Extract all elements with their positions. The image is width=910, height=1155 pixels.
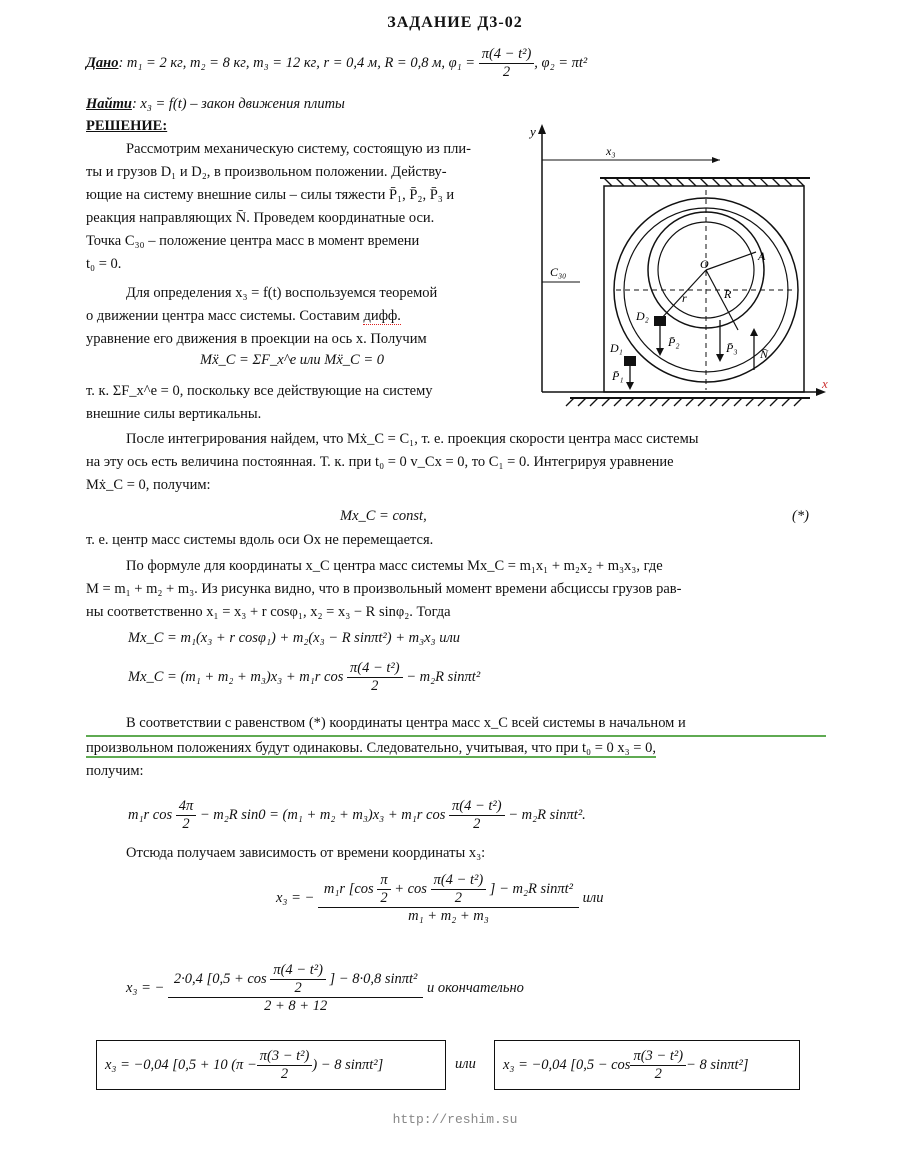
- equation-e-tail: и окончательно: [427, 980, 524, 996]
- intro-line: ты и грузов D₁ и D₂, в произвольном положении. Действу-: [86, 164, 447, 180]
- c30-label: C₃₀: [550, 265, 567, 279]
- theorem-line-text: о движении центра масс системы. Составим: [86, 308, 360, 324]
- equation-d-fraction: [318, 872, 579, 925]
- numerator-part: 2·0,4 [0,5 + cos: [173, 970, 267, 987]
- theorem-line: [86, 305, 506, 328]
- fraction-denominator: 2: [654, 1065, 662, 1082]
- fraction-denominator: 2: [280, 1065, 289, 1082]
- equation-d-lhs: x₃ = −: [276, 890, 315, 906]
- load-d1: [624, 356, 636, 366]
- inner-fraction: [270, 962, 326, 997]
- fraction-numerator: π(3 − t²): [257, 1048, 313, 1066]
- since-line: т. к. ΣF_x^e = 0, поскольку все действующие на систему: [86, 383, 433, 399]
- d1-label: D₁: [610, 341, 623, 355]
- p1-label: P̄₁: [612, 369, 624, 383]
- or-word: или: [455, 1056, 476, 1072]
- given-phi2: , φ₂ = πt²: [534, 54, 588, 71]
- accordance-line-text: произвольном положениях будут одинаковы. Следовательно, учитывая, что при t₀ = 0 x₃ = 0,: [86, 740, 656, 756]
- final-answer-part: − 8 sinπt²]: [686, 1056, 749, 1073]
- fraction-numerator: 4π: [176, 798, 197, 816]
- equation-c-fraction-1: [176, 798, 197, 833]
- theorem-line: уравнение его движения в проекции на ось x. Получим: [86, 331, 427, 347]
- equation-c-part: − m₂R sinπt².: [508, 806, 586, 823]
- intro-line: реакция направляющих N̄. Проведем координатные оси.: [86, 210, 435, 226]
- numerator-part: m₁r [cos: [323, 880, 374, 897]
- bottom-hatching: [566, 398, 802, 406]
- y-axis-label: y: [530, 124, 536, 139]
- intro-line: t₀ = 0.: [86, 256, 122, 272]
- p2-label: P̄₂: [668, 335, 680, 349]
- integration-line: Mẋ_C = 0, получим:: [86, 477, 211, 493]
- equation-e: [126, 962, 524, 1015]
- inner-fraction: [377, 872, 390, 907]
- const-equation: Mx_C = const,: [340, 508, 427, 524]
- point-a-label: A: [758, 249, 766, 263]
- final-answer-box-1: [96, 1040, 446, 1090]
- since-line: внешние силы вертикальны.: [86, 406, 262, 422]
- fraction-denominator: 2: [182, 816, 190, 832]
- n-label: N̄: [760, 347, 769, 361]
- final-answer-part: x₃ = −0,04 [0,5 − cos: [503, 1056, 631, 1073]
- n-arrow-icon: [750, 328, 758, 336]
- given-line: [86, 46, 587, 81]
- integration-paragraph: [86, 428, 826, 497]
- x3-arrow-icon: [712, 157, 720, 163]
- final-answer-part: x₃ = −0,04 [0,5 + 10 (π −: [105, 1056, 257, 1073]
- fraction-numerator: π(4 − t²): [347, 660, 403, 678]
- formula-line: По формуле для координаты x_C центра масс системы Mx_C = m₁x₁ + m₂x₂ + m₃x₃, где: [126, 558, 663, 574]
- equation-d-numerator: [318, 872, 579, 908]
- intro-paragraph: [86, 138, 506, 276]
- const-note: т. е. центр масс системы вдоль оси Ox не перемещается.: [86, 532, 434, 548]
- equation-c-fraction-2: [449, 798, 505, 833]
- accordance-line: [86, 737, 826, 760]
- mechanism-figure: [520, 120, 840, 410]
- final-answer-fraction: [257, 1048, 313, 1083]
- given-values: : m₁ = 2 кг, m₂ = 8 кг, m₃ = 12 кг, r = 0,4 м, R = 0,8 м,: [118, 54, 445, 71]
- equation-d: [276, 872, 603, 925]
- d2-label: D₂: [636, 309, 649, 323]
- x-axis-label: x: [822, 376, 828, 391]
- formula-line: M = m₁ + m₂ + m₃. Из рисунка видно, что в произвольный момент времени абсциссы грузов рав-: [86, 581, 682, 597]
- final-answer-box-2: [494, 1040, 800, 1090]
- given-label: Дано: [86, 54, 119, 71]
- find-line: [86, 96, 345, 113]
- numerator-part: ] − m₂R sinπt²: [489, 880, 574, 897]
- intro-line: Точка C₃₀ – положение центра масс в момент времени: [86, 233, 420, 249]
- top-hatching: [604, 178, 804, 186]
- accordance-line: В соответствии с равенством (*) координаты центра масс x_C всей системы в начальном и: [86, 712, 826, 737]
- intro-line: ющие на систему внешние силы – силы тяжести P̄₁, P̄₂, P̄₃ и: [86, 187, 455, 203]
- equation-e-numerator: [168, 962, 423, 998]
- fraction-numerator: π(4 − t²): [479, 46, 535, 64]
- intro-line: Рассмотрим механическую систему, состоящую из пли-: [126, 141, 471, 157]
- radius-A-line: [706, 252, 756, 270]
- center-label: O: [700, 257, 709, 271]
- final-answer-fraction: [630, 1048, 686, 1083]
- theorem-line: Для определения x₃ = f(t) воспользуемся теоремой: [126, 285, 438, 301]
- find-text: : x₃ = f(t) – закон движения плиты: [131, 96, 345, 112]
- numerator-part: + cos: [394, 880, 427, 897]
- p3-arrow-icon: [716, 354, 724, 362]
- given-phi1-lhs: φ₁ =: [448, 54, 476, 71]
- radius-r-label: r: [682, 291, 687, 305]
- equation-e-lhs: x₃ = −: [126, 980, 165, 996]
- p1-arrow-icon: [626, 382, 634, 390]
- theorem-equation: Mẍ_C = ΣF_x^e или Mẍ_C = 0: [200, 352, 384, 368]
- final-answer-part: ) − 8 sinπt²]: [312, 1056, 384, 1073]
- integration-line: на эту ось есть величина постоянная. Т. к. при t₀ = 0 v_Cx = 0, то C₁ = 0. Интегрируя уравнение: [86, 454, 674, 470]
- equation-e-fraction: [168, 962, 423, 1015]
- given-phi1-fraction: [479, 46, 535, 81]
- page-title: ЗАДАНИЕ Д3-02: [387, 14, 523, 31]
- equation-a: Mx_C = m₁(x₃ + r cosφ₁) + m₂(x₃ − R sinπt²) + m₃x₃ или: [128, 630, 461, 646]
- equation-b-rhs: − m₂R sinπt²: [406, 668, 481, 685]
- equation-d-tail: или: [582, 890, 604, 906]
- fraction-denominator: 2: [294, 980, 302, 996]
- fraction-denominator: 2: [502, 64, 511, 80]
- fraction-numerator: π(4 − t²): [449, 798, 505, 816]
- equation-tag: (*): [792, 508, 809, 524]
- fraction-numerator: π(3 − t²): [630, 1048, 686, 1066]
- x3-label: x₃: [606, 144, 616, 158]
- fraction-denominator: 2: [380, 890, 388, 906]
- accordance-paragraph: [86, 712, 826, 783]
- footer-link[interactable]: http://reshim.su: [392, 1112, 518, 1127]
- p2-arrow-icon: [656, 348, 664, 356]
- hence-line: Отсюда получаем зависимость от времени координаты x₃:: [126, 845, 486, 861]
- y-axis-arrow-icon: [538, 124, 546, 134]
- inner-fraction: [431, 872, 487, 907]
- radius-R-line: [706, 270, 738, 330]
- fraction-numerator: π: [377, 872, 390, 890]
- equation-b-lhs: Mx_C = (m₁ + m₂ + m₃)x₃ + m₁r cos: [128, 668, 344, 685]
- since-paragraph: [86, 380, 516, 426]
- formula-line: ны соответственно x₁ = x₃ + r cosφ₁, x₂ = x₃ − R sinφ₂. Тогда: [86, 604, 451, 620]
- spellcheck-word: дифф.: [363, 308, 401, 324]
- fraction-denominator: 2: [454, 890, 462, 906]
- equation-b: [128, 660, 480, 695]
- integration-line: После интегрирования найдем, что Mẋ_C = C₁, т. е. проекция скорости центра масс системы: [126, 431, 699, 447]
- find-label: Найти: [86, 96, 132, 112]
- numerator-part: ] − 8·0,8 sinπt²: [329, 970, 418, 987]
- equation-c: [128, 798, 586, 833]
- equation-b-fraction: [347, 660, 403, 695]
- p3-label: P̄₃: [726, 341, 738, 355]
- accordance-line: получим:: [86, 763, 144, 779]
- load-d2: [654, 316, 666, 326]
- equation-c-part: m₁r cos: [128, 806, 173, 823]
- radius-R-label: R: [724, 287, 732, 301]
- fraction-denominator: 2: [473, 816, 481, 832]
- theorem-paragraph: [86, 282, 506, 351]
- equation-d-denominator: m₁ + m₂ + m₃: [408, 908, 489, 924]
- fraction-numerator: π(4 − t²): [270, 962, 326, 980]
- equation-c-part: − m₂R sin0 = (m₁ + m₂ + m₃)x₃ + m₁r cos: [199, 806, 446, 823]
- equation-e-denominator: 2 + 8 + 12: [264, 998, 328, 1014]
- fraction-denominator: 2: [371, 678, 379, 694]
- fraction-numerator: π(4 − t²): [431, 872, 487, 890]
- formula-paragraph: [86, 555, 826, 624]
- solution-label: РЕШЕНИЕ:: [86, 118, 168, 134]
